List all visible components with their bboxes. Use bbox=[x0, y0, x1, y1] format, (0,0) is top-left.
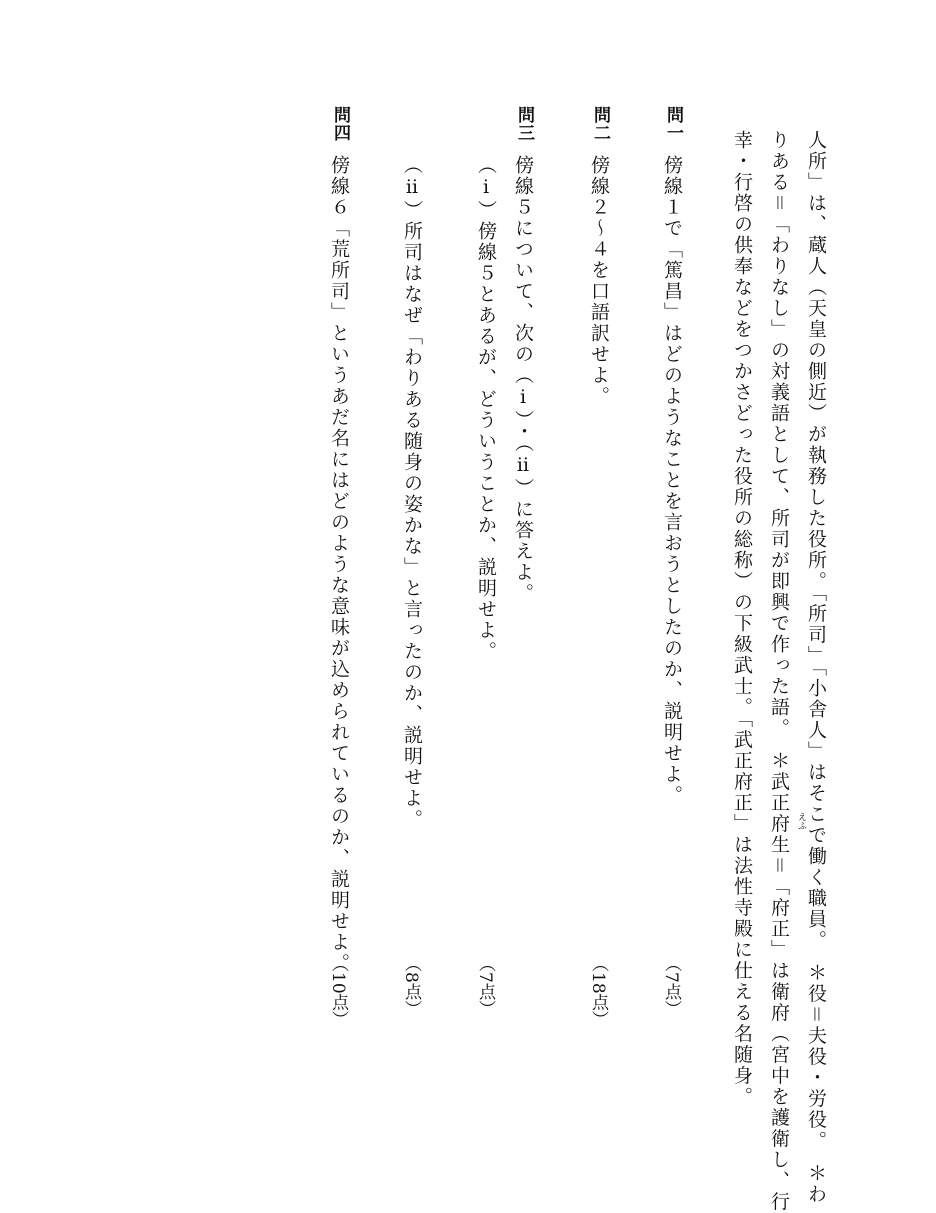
question-3-sub-2-points: （8点） bbox=[401, 955, 421, 1017]
note-line-2: りある＝「わりなし」の対義語として、所司が即興で作った語。 ＊武正府生＝「府正」は衛府（宮中を護衛し、行 bbox=[768, 130, 790, 1213]
question-2-label: 問二 bbox=[590, 106, 610, 142]
question-1-label: 問一 bbox=[663, 106, 683, 142]
note-line-1: 人所」は、蔵人（天皇の側近）が執務した役所。「所司」「小舎人」はそこで働く職員。 ＊役＝夫役・労役。 ＊わ bbox=[805, 130, 827, 1205]
question-4-label: 問四 bbox=[330, 106, 350, 142]
question-3-sub-2-text: （ⅱ）所司はなぜ「わりある随身の姿かな」と言ったのか、説明せよ。 bbox=[401, 155, 423, 830]
question-3-label: 問三 bbox=[514, 106, 534, 142]
question-1-points: （7点） bbox=[661, 955, 681, 1017]
question-3-text: 傍線５について、次の（ⅰ）・（ⅱ）に答えよ。 bbox=[512, 155, 534, 604]
question-2-points: （18点） bbox=[588, 955, 608, 1028]
question-1-text: 傍線１で「篤昌」はどのようなことを言おうとしたのか、説明せよ。 bbox=[661, 155, 683, 806]
question-4-text: 傍線６「荒所司」というあだ名にはどのような意味が込められているのか、説明せよ。 bbox=[328, 155, 350, 974]
note-line-3: 幸・行啓の供奉などをつかさどった役所の総称）の下級武士。「武正府正」は法性寺殿に仕える名随身。 bbox=[731, 130, 753, 1108]
question-3-sub-1-points: （7点） bbox=[475, 955, 495, 1017]
question-3-sub-1-text: （ⅰ）傍線５とあるが、どういうことか、説明せよ。 bbox=[475, 155, 497, 662]
question-4-points: （10点） bbox=[328, 955, 348, 1028]
question-2-text: 傍線２〜４を口語訳せよ。 bbox=[588, 155, 610, 407]
ruby-efu: えふ bbox=[796, 812, 806, 830]
